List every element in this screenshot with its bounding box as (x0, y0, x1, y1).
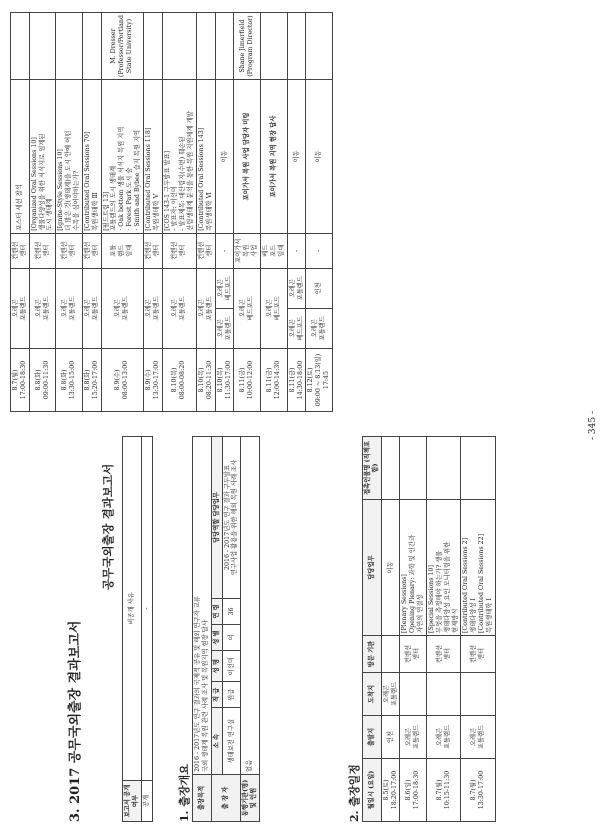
sched-contact (261, 13, 288, 80)
table-row (82, 13, 101, 412)
sched-date: 8.8(화) 15:20-17:00 (82, 349, 101, 412)
col-org: 소 속 (211, 708, 222, 775)
traveler-role: 2016 - 2017년도 연구 결과 구두발표 연구사업 활용을 위한 해외 복원 사례 조사 (222, 437, 241, 599)
schedule-heading: 2. 출장일정 (348, 764, 361, 822)
sched-date: 8.7(월) 10:15-11:30 (427, 759, 461, 822)
sched-date: 8.6(일) 17:00-18:30 (400, 759, 427, 822)
sched-from: 오레곤 포틀랜드 (56, 268, 83, 348)
sched-from: 오레곤 포틀랜드 (162, 268, 196, 348)
sched-from: 오레곤 포틀랜드 (101, 268, 143, 348)
sched-date: 8.9(수) 13:30-17:00 (143, 349, 162, 412)
sched-date: 8.8(화) 13:30-15:00 (56, 349, 83, 412)
sched-contact (29, 13, 56, 80)
sched-task: 포스터 세션 참석 (11, 80, 30, 234)
disclosure-public-value: - (141, 437, 152, 781)
sched-contact (381, 437, 400, 500)
sched-org: - (306, 233, 333, 268)
sched-org: 컨벤션 센터 (461, 636, 495, 673)
purpose-text: 2016 - 2017년도 연구 결과의 국제적 공유 및 해외 연구자 교류 국외 생태계 복원 관련 사례 조사 및 복원지역 현장 답사 (193, 437, 212, 775)
sched-date: 8.5(토) 18:20-17:00 (381, 759, 400, 822)
table-row (29, 13, 56, 412)
table-row (287, 13, 306, 412)
table-row (11, 13, 30, 412)
sched-to (461, 673, 495, 716)
section-title: 3. 2017 공무국외출장 결과보고서 (68, 620, 83, 822)
sched-date: 8.12(토) 09:00 ~ 8.13(일) 17:45 (306, 349, 333, 412)
sched-org: 컨벤션 센터 (11, 233, 30, 268)
disclosure-label: 보고서 공개여부 (123, 781, 142, 822)
sched-from: 오레곤 베드포드 (261, 268, 288, 348)
table-row (197, 13, 216, 412)
disclosure-reason: 비공개 사유 (123, 437, 142, 781)
sched-to (400, 673, 427, 716)
sched-contact: Shane Jimerfield (Program Director) (234, 13, 261, 80)
sched-date: 8.7(월) 17:00-18:30 (11, 349, 30, 412)
sched-task: [Plenary Sessions] Opening Plenary: 과학 및 인간과 자연의 연결성 (400, 500, 427, 636)
schedule-table-part1 (362, 436, 496, 822)
sched-task: [COS 143-1 구두발표 발표] - 발표자: 이선미 - 발표제목: 대산림지(수변) 훼손된 산림생태계 분석을 통한 복원 지원체계 개발 (162, 80, 196, 234)
page-number: - 345 - (588, 411, 598, 440)
sched-from: 오레곤 포틀랜드 (400, 716, 427, 759)
sched-org: - (287, 233, 306, 268)
sched-col-contact: 접촉인물명 (직책포함) (363, 437, 382, 500)
table-row (143, 13, 162, 412)
sched-from: 오레곤 포틀랜드 (427, 716, 461, 759)
sched-task: 이동 (381, 500, 400, 636)
table-row (215, 13, 234, 412)
sched-contact (287, 13, 306, 80)
sched-contact (162, 13, 196, 80)
col-role: 담당역할 담당업무 (211, 437, 222, 599)
sched-to (427, 673, 461, 716)
sched-col-date: 월일시 (요일) (363, 759, 382, 822)
sched-org: 컨벤션 센터 (143, 233, 162, 268)
table-row (306, 13, 333, 412)
table-row (427, 437, 461, 822)
sched-contact (215, 13, 234, 80)
col-name: 성 명 (211, 651, 222, 682)
sched-task: [Contributed Oral Sessions 70] 복원생태학 Ⅲ (82, 80, 101, 234)
sched-date: 8.9(수) 08:00-13:00 (101, 349, 143, 412)
traveler-label: 출 장 자 (211, 775, 241, 822)
partner-value: 없음 (241, 437, 260, 775)
col-sex: 성 별 (211, 624, 222, 650)
report-subtitle: 공무국외출장 결과보고서 (101, 463, 115, 590)
sched-to: 인천 (306, 268, 333, 308)
table-row (400, 437, 427, 822)
overview-heading: 1. 출장개요 (178, 764, 191, 822)
sched-to: 오레곤 베드포드 (215, 268, 234, 308)
sched-date: 8.10(목) 08:00-08:20 (162, 349, 196, 412)
table-row (461, 437, 495, 822)
sched-task: 이동 (306, 80, 333, 234)
sched-org: 포이가서 복원 사업 (234, 233, 261, 268)
table-row (261, 13, 288, 412)
sched-org: 컨벤션 센터 (56, 233, 83, 268)
purpose-label: 출장목적 (193, 775, 212, 822)
traveler-name: 이선미 (222, 651, 241, 682)
sched-date: 8.11(금) 14:30-18:00 (287, 349, 306, 412)
sched-col-task: 담당업무 (363, 500, 382, 636)
sched-contact (11, 13, 30, 80)
disclosure-public: 공개 (141, 781, 152, 822)
sched-date: 8.10(목) 11:30-17:00 (215, 349, 234, 412)
sched-from: 오레곤 포틀랜드 (306, 308, 333, 348)
sched-task: [Contributed Oral Sessions 143] 복원생태학 Ⅵ (197, 80, 216, 234)
sched-org: 베드 포드 일대 (261, 233, 288, 268)
sched-from: 오레곤 포틀랜드 (143, 268, 162, 348)
sched-date: 8.10(목) 08:20-11:30 (197, 349, 216, 412)
sched-org: 포틀 랜드 일대 (101, 233, 143, 268)
sched-task: 포이가서 복원 지역 현장 답사 (261, 80, 288, 234)
traveler-rank: 원급 (222, 682, 241, 708)
sched-to: 오레곤 포틀랜드 (381, 673, 400, 716)
table-row (162, 13, 196, 412)
sched-col-org: 방문 기관 (363, 636, 382, 673)
sched-contact: M. Dresser (Professor/Portland State University) (101, 13, 143, 80)
col-rank: 직 급 (211, 682, 222, 708)
col-age: 연 령 (211, 598, 222, 624)
sched-date: 8.8(화) 09:00-11:30 (29, 349, 56, 412)
sched-from: 인천 (381, 716, 400, 759)
sched-org: 컨벤션 센터 (197, 233, 216, 268)
sched-contact (143, 13, 162, 80)
sched-task: 이동 (287, 80, 306, 234)
partner-label: 동행기관(명) 및 인원 (241, 775, 260, 822)
sched-from: 오레곤 포틀랜드 (11, 268, 30, 348)
table-row (234, 13, 261, 412)
sched-task: 포이가서 복원 사업 담당자 미팅 (234, 80, 261, 234)
sched-task: [Contributed Oral Sessions 118] 복원생태학 Ⅴ (143, 80, 162, 234)
sched-contact (56, 13, 83, 80)
sched-from: 오레곤 포틀랜드 (215, 308, 234, 348)
table-row (381, 437, 400, 822)
sched-org: 컨벤션 센터 (427, 636, 461, 673)
traveler-sex: 여 (222, 624, 241, 650)
sched-task: [Special Sessions 10] 무엇을 측정해야 하는가? 생물 생태다양성 요인 모니터링을 위한 현재방식 (427, 500, 461, 636)
sched-from: 오레곤 포틀랜드 (82, 268, 101, 348)
sched-org: 컨벤션 센터 (82, 233, 101, 268)
sched-contact (427, 437, 461, 500)
sched-task: 이동 (215, 80, 234, 234)
sched-task: [필드트립 13] 포틀랜드의 도시 생태계 · Oak bottom 생물 서식지 복원 지역 · Forest Park 도시 숲 · Smith and Bybee 습지 복원 지역 (101, 80, 143, 234)
schedule-table-part2 (10, 12, 333, 412)
sched-from: 오레곤 베드포드 (234, 268, 261, 348)
sched-date: 8.7(월) 13:30-17:00 (461, 759, 495, 822)
traveler-org: 생태보전 연구실 (222, 708, 241, 775)
sched-contact (197, 13, 216, 80)
table-row (101, 13, 143, 412)
sched-contact (400, 437, 427, 500)
sched-from: 오레곤 포틀랜드 (29, 268, 56, 348)
sched-col-from: 출발지 (363, 716, 382, 759)
sched-col-to: 도착지 (363, 673, 382, 716)
sched-from: 오레곤 포틀랜드 (197, 268, 216, 348)
disclosure-table (122, 436, 153, 822)
sched-from: 오레곤 베드포드 (287, 308, 306, 348)
sched-org: - (215, 233, 234, 268)
traveler-age: 36 (222, 598, 241, 624)
sched-org: 컨벤션 센터 (29, 233, 56, 268)
sched-org: 컨벤션 센터 (162, 233, 196, 268)
sched-from: 오레곤 포틀랜드 (461, 716, 495, 759)
sched-task: [Organized Oral Sessions 10] 생물다양성을 위한 서식지로 임계된 도시 생태계 (29, 80, 56, 234)
sched-contact (306, 13, 333, 80)
sched-org: 컨벤션 센터 (400, 636, 427, 673)
overview-table (192, 436, 260, 822)
sched-contact (461, 437, 495, 500)
sched-task: [Ignite-Style Sessions 10] 더 많은 것(생태계)을 도시 안에 어떤 수목을 심어야하는가? (56, 80, 83, 234)
traveler-row (222, 437, 241, 822)
sched-date: 8.11(금) 12:00-14:30 (261, 349, 288, 412)
sched-date: 8.11(금) 10:00-12:00 (234, 349, 261, 412)
sched-to: 오레곤 포틀랜드 (287, 268, 306, 308)
sched-task: [Contributed Oral Sessions 2] 생태다양성 Ⅰ [Contributed Oral Sessions 22] 복원생태학 Ⅰ (461, 500, 495, 636)
sched-contact (82, 13, 101, 80)
table-row (56, 13, 83, 412)
sched-org (381, 636, 400, 673)
